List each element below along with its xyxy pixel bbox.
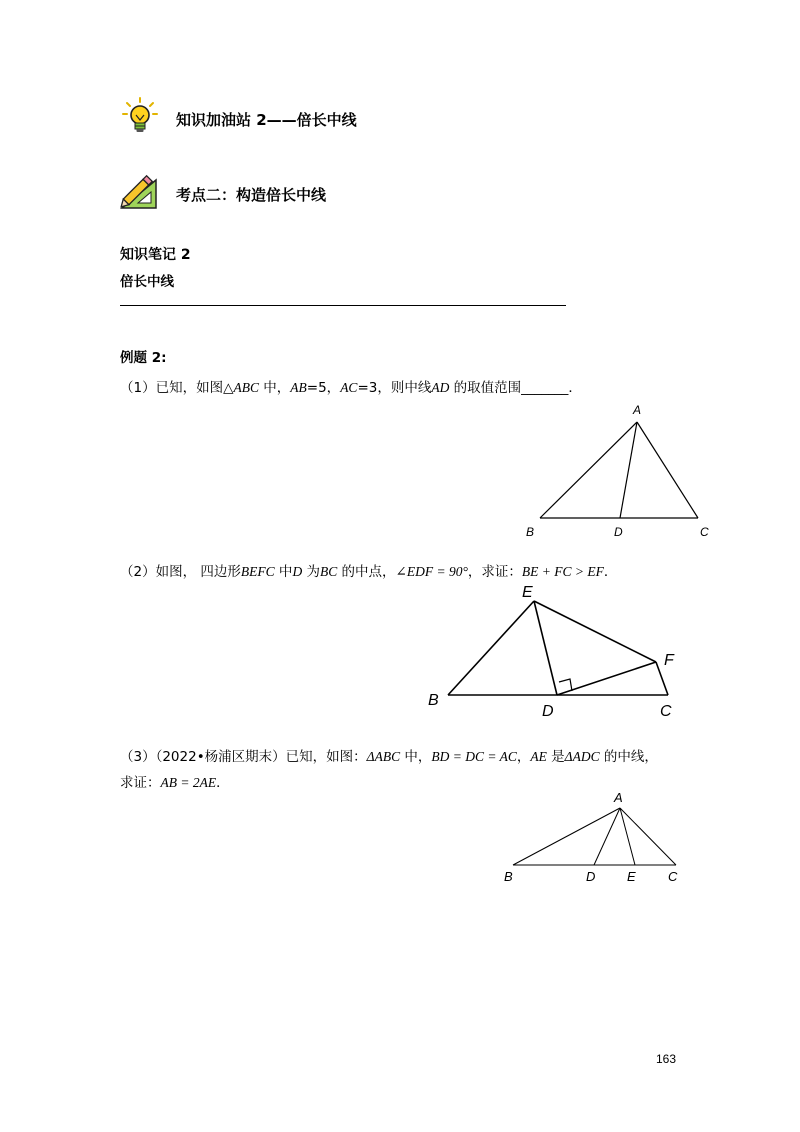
q3-text-5: 的中线，	[599, 749, 658, 765]
q1-var-ad: AD	[431, 380, 450, 395]
fig3-segment-ae	[620, 808, 635, 865]
example-label: 例题 2:	[120, 350, 167, 366]
fig3-label-b: B	[504, 869, 513, 884]
q3-text-7: ．	[216, 775, 230, 791]
q2-text-2: 中	[274, 564, 293, 580]
question-3-text-line2	[120, 771, 230, 791]
fig1-label-d: D	[614, 525, 623, 539]
fig3-label-e: E	[627, 869, 636, 884]
q3-math-equal: BD = DC = AC	[431, 749, 517, 764]
q3-text-3: ，	[516, 749, 531, 765]
fig2-label-f: F	[664, 652, 674, 669]
figure-2-quadrilateral	[424, 578, 694, 720]
fig2-label-d: D	[542, 703, 554, 720]
q3-math-ab2ae: AB = 2AE	[160, 775, 217, 790]
question-2-text	[120, 560, 617, 580]
fig1-label-c: C	[700, 525, 709, 539]
fig3-side-ab	[513, 808, 620, 865]
fig3-label-a: A	[614, 790, 623, 805]
fig2-side-ef	[534, 601, 656, 662]
notes-heading: 知识笔记 2	[120, 247, 191, 263]
q1-text-3: =5，	[306, 380, 341, 396]
fig2-label-c: C	[660, 703, 672, 720]
q2-math-d: D	[292, 564, 303, 579]
fig3-label-d: D	[586, 869, 596, 884]
fig2-label-b: B	[428, 692, 439, 709]
q3-text-1: （3）（2022•杨浦区期末）已知，如图：	[120, 749, 367, 765]
section-title-1: 知识加油站 2——倍长中线	[176, 111, 357, 129]
q3-text-6: 求证：	[120, 775, 161, 791]
q2-text-5: ，求证：	[467, 564, 522, 580]
q1-text-1: （1）已知，如图△	[120, 380, 234, 396]
q1-text-5: 的取值范围_______．	[449, 380, 582, 396]
q1-var-ac: AC	[340, 380, 358, 395]
figure-3-triangle	[498, 788, 694, 886]
fig2-label-e: E	[522, 584, 533, 601]
q2-text-1: （2）如图， 四边形	[120, 564, 241, 580]
q2-math-bc: BC	[319, 564, 338, 579]
question-3-text	[120, 745, 658, 765]
q2-math-angle: ∠EDF = 90°	[395, 564, 468, 579]
q1-text-4: =3，则中线	[357, 380, 432, 396]
q2-text-6: ．	[603, 564, 618, 580]
q1-var-abc: ABC	[233, 380, 259, 395]
fig2-right-angle-mark	[559, 679, 572, 691]
question-1-text	[120, 376, 582, 396]
notes-divider	[120, 305, 566, 306]
q3-math-adc: ΔADC	[564, 749, 600, 764]
q2-text-4: 的中点，	[337, 564, 396, 580]
q3-text-4: 是	[546, 749, 565, 765]
notes-subheading: 倍长中线	[120, 274, 174, 290]
fig2-segment-ed	[534, 601, 557, 695]
fig3-label-c: C	[668, 869, 678, 884]
figure-1-triangle	[520, 398, 720, 546]
page-number: 163	[656, 1052, 677, 1066]
q2-math-inequality: BE + FC > EF	[521, 564, 604, 579]
fig3-segment-ad	[594, 808, 620, 865]
fig2-side-be	[448, 601, 534, 695]
fig3-side-ac	[620, 808, 676, 865]
q1-text-2: 中，	[258, 380, 291, 396]
q2-math-befc: BEFC	[240, 564, 275, 579]
pencil-ruler-icon	[118, 170, 160, 212]
q3-math-ae: AE	[530, 749, 547, 764]
q2-text-3: 为	[302, 564, 320, 580]
lightbulb-icon	[120, 96, 160, 138]
q1-var-ab: AB	[290, 380, 307, 395]
fig1-label-b: B	[526, 525, 535, 539]
fig1-side-ac	[637, 422, 698, 518]
q3-math-abc: ΔABC	[366, 749, 401, 764]
q3-text-2: 中，	[400, 749, 432, 765]
section-title-2: 考点二：构造倍长中线	[176, 186, 327, 204]
fig1-label-a: A	[633, 403, 642, 417]
